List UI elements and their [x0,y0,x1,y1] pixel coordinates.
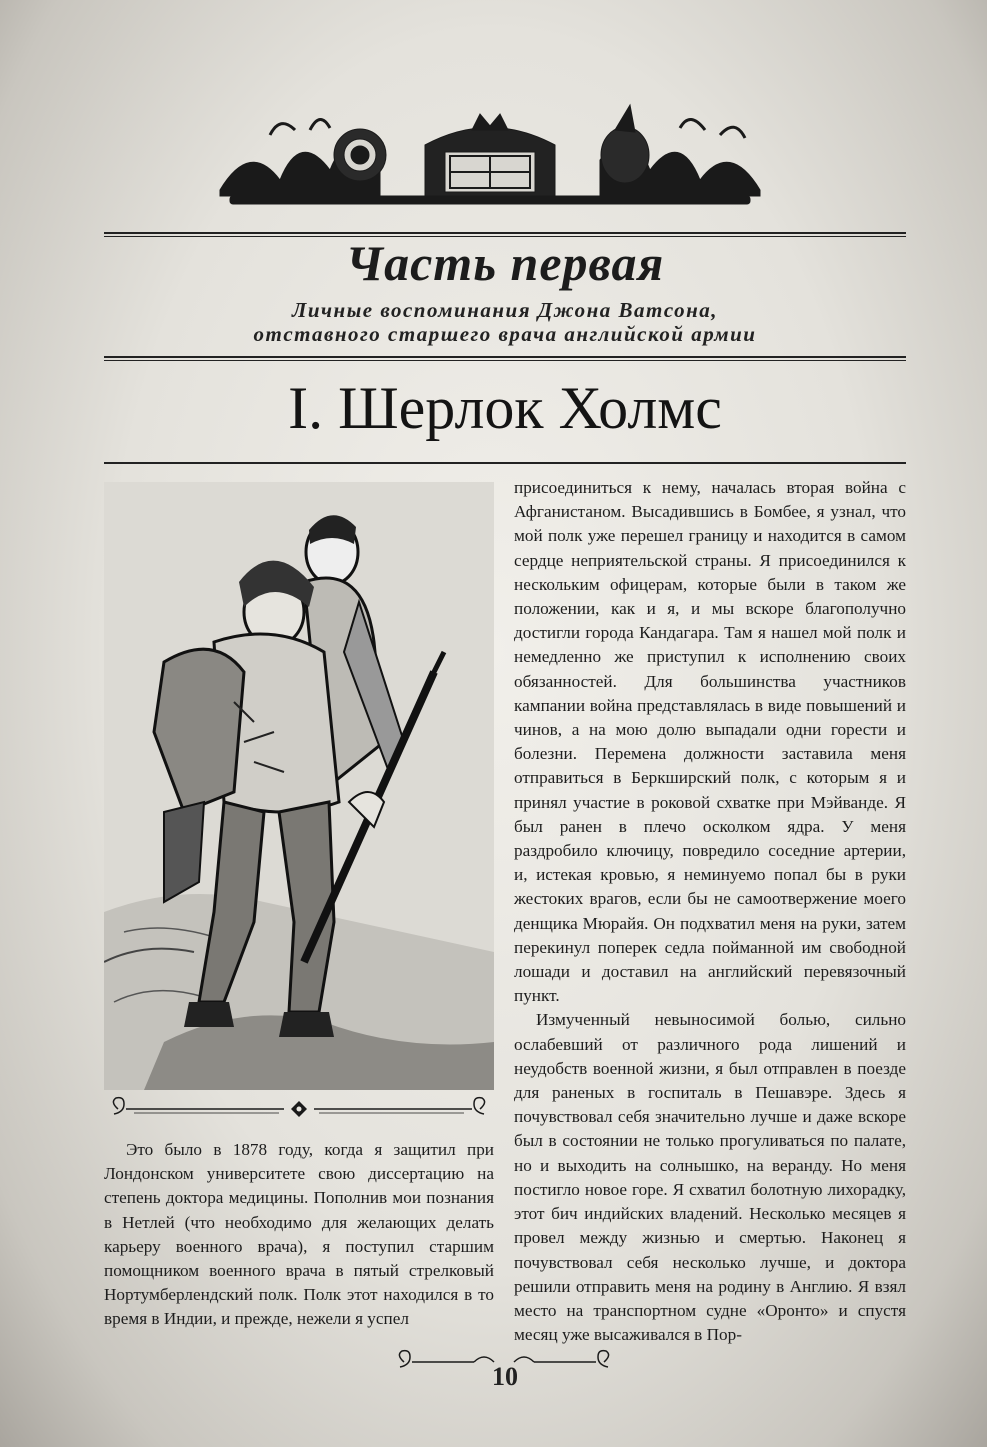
subtitle-line-1: Личные воспоминания Джона Ватсона, [291,298,719,322]
chapter-rule [104,462,906,464]
illustration [104,482,494,1090]
header-rule-bottom-thin [104,360,906,361]
part-title: Часть первая [345,235,665,291]
paragraph: присоединиться к нему, началась вторая война с Афганистаном. Высадившись в Бомбее, я узнал, что мой полк уже перешел границу и находится в самом сердце неприятельской страны. Я присоединился к нескольким офицерам, которые были в таком же положении, как и я, и мы вскоре благополучно достигли города Кандагара. Там я нашел мой полк и немедленно же приступил к исполнению своих обязанностей. Для большинства участников кампании война представлялась в виде повышений и чинов, а на мою долю выпадали одни горести и болезни. Перемена должности заставила меня отправиться в Беркширский полк, с которым я и принял участие в роковой схватке при Мэйванде. Я был ранен в плечо осколком ядра. У меня раздробило ключицу, повредило соседние артерии, и, истекая кровью, я неминуемо попал бы в руки жестоких врагов, если бы не самоотвержение моего денщика Мюрайя. Он подхватил меня на руки, затем перекинул поперек седла пойманной им свободной лошади и доставил на английский перевязочный пункт. [514,478,906,1006]
soldier-carrying-wounded-illustration-icon [104,482,494,1090]
subtitle-line-2: отставного старшего врача английской армии [253,322,757,346]
left-text-column [104,1138,494,1332]
header-rule-bottom [104,356,906,358]
divider-ornament-icon [104,1094,494,1124]
chapter-title: I. Шерлок Холмс [288,375,722,441]
paragraph: Это было в 1878 году, когда я защитил при Лондонском университете свою диссертацию на степень доктора медицины. Пополнив мои познания в Нетлей (что необходимо для желающих делать карьеру военного врача), я поступил старшим помощником военного врача в пятый стрелковый Нортумберлендский полк. Полк этот находился в то время в Индии, и прежде, нежели я успел [104,1140,494,1329]
right-text-column [514,476,906,1347]
page-number: 10 [492,1362,518,1391]
heraldic-ornament-icon [210,100,770,218]
paragraph: Измученный невыносимой болью, сильно ослабевший от различного рода лишений и неудобств военной жизни, я был отправлен в поезде для раненых в госпиталь в Пешавэре. Здесь я почувствовал себя значительно лучше и даже вскоре был в состоянии не только прогуливаться по палате, но и выходить на солнышко, на веранду. Но меня постигло новое горе. Я схватил болотную лихорадку, этот бич индийских владений. Несколько месяцев я провел между жизнью и смертью. Наконец я почувствовал себя несколько лучше, и доктора решили отправить меня на родину в Англию. Я взял место на транспортном судне «Оронто» и спустя месяц уже высаживался в Пор- [514,1010,906,1345]
